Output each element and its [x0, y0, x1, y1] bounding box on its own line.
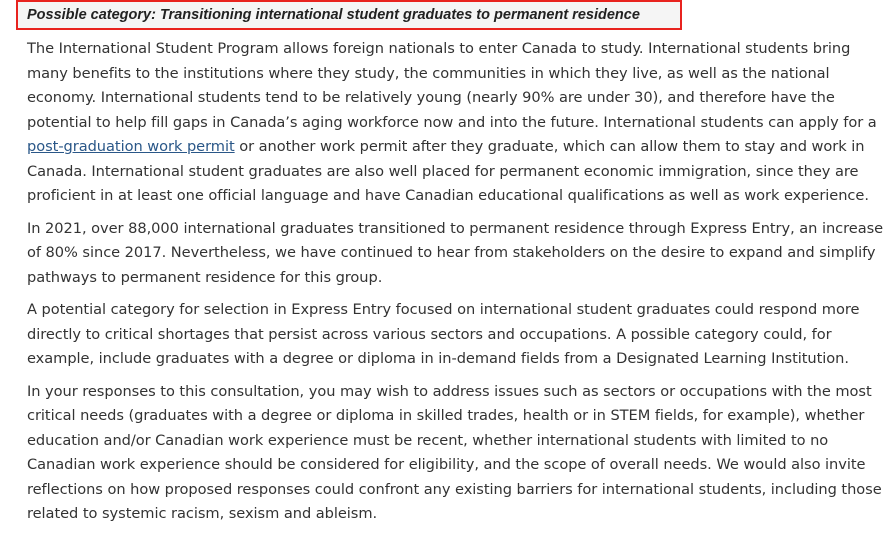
paragraph-express-entry-stats: In 2021, over 88,000 international graduates transitioned to permanent residence through Express Entry, an increase of 80% since 2017. Nevertheless, we have continued to hear from stakeholders on the desire to expand and simplify pathways to permanent residence for this group. — [27, 219, 884, 286]
paragraph-international-student-program — [27, 37, 887, 209]
paragraph-potential-category: A potential category for selection in Express Entry focused on international student graduates could respond more directly to critical shortages that persist across various sectors and occupations. A possible category could, for example, include graduates with a degree or diploma in in-demand fields from a Designated Learning Institution. — [27, 301, 860, 367]
section-heading-text: Possible category: Transitioning international student graduates to permanent residence — [27, 7, 640, 23]
paragraph-consultation-responses: In your responses to this consultation, you may wish to address issues such as sectors or occupations with the most critical needs (graduates with a degree or diploma in skilled trades, health or in STEM fields, for example), whether education and/or Canadian work experience must be recent, whether international students with limited to no Canadian work experience should be considered for eligibility, and the scope of overall needs. We would also invite reflections on how proposed responses could confront any existing barriers for international students, including those related to systemic racism, sexism and ableism. — [27, 382, 882, 522]
paragraph-text-before-link: The International Student Program allows foreign nationals to enter Canada to study. International students bring many benefits to the institutions where they study, the communities in which they live, as well as the national economy. International students tend to be relatively young (nearly 90% are under 30), and therefore have the potential to help fill gaps in Canada’s aging workforce now and into the future. International students can apply for a — [27, 40, 877, 131]
paragraph-text-after-link: or another work permit after they graduate, which can allow them to stay and work in Canada. International student graduates are also well placed for permanent economic immigration, since they are proficient in at least one official language and have Canadian educational qualifications as well as work experience. — [27, 138, 869, 204]
article-body — [27, 37, 887, 535]
post-graduation-work-permit-link[interactable]: post-graduation work permit — [27, 138, 235, 155]
highlighted-section-heading — [16, 0, 682, 30]
